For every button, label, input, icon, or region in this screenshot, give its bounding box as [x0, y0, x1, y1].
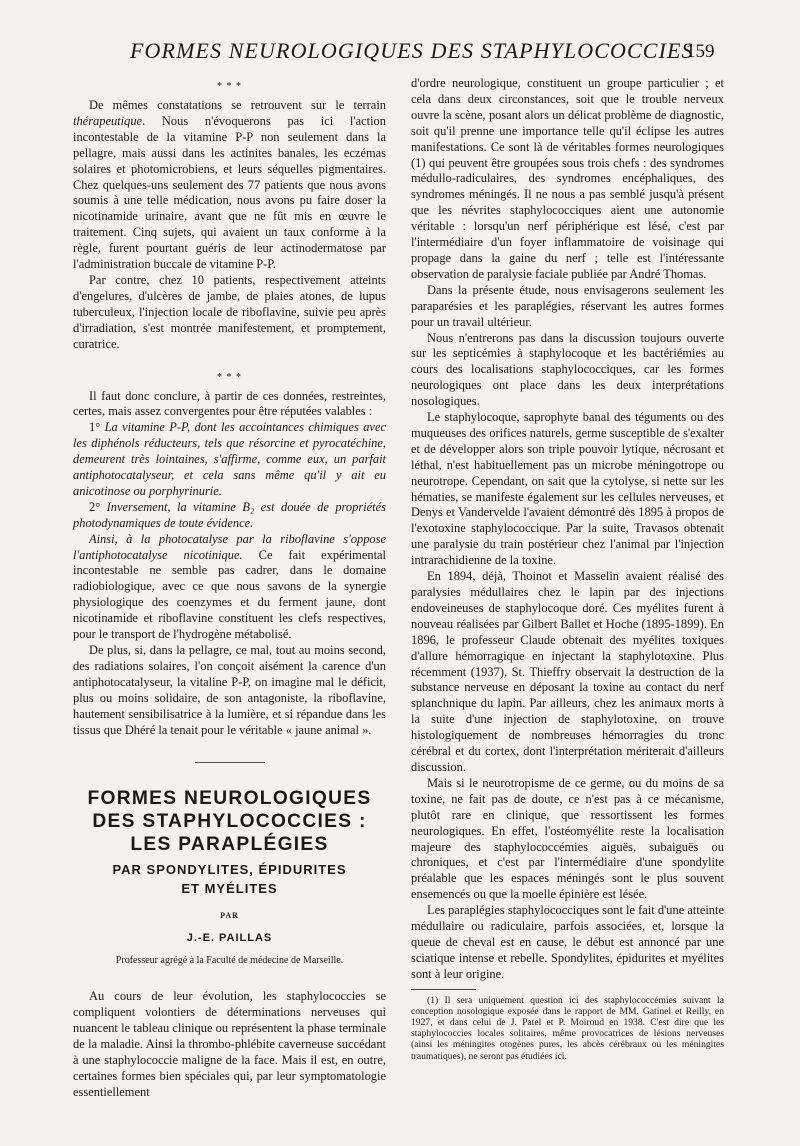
- paragraph-conclusion: Il faut donc conclure, à partir de ces données, restreintes, certes, mais assez convergentes pour être réputées valables :: [73, 388, 386, 419]
- subtitle-line: PAR SPONDYLITES, ÉPIDURITES: [112, 862, 347, 878]
- article-title: [73, 787, 386, 856]
- title-line: LES PARAPLÉGIES: [130, 834, 329, 856]
- paragraph-septicemies: Nous n'entrerons pas dans la discussion toujours ouverte sur les septicémies à staphylocoque et les bactériémies au cours des localisations staphylococciques, car les formes neurologiques ont place dans les deux interprétations nosologiques.: [411, 330, 724, 409]
- footnote-text: Il sera uniquement question ici des staphylococcémies suivant la conception nosologique exposée dans le rapport de MM. Gatinel et Reilly, en 1927, et dans celui de J. Patel et P. Moiroud en 1938. C'est dire que les staphylococcies locales solitaires, même provocatrices de lésions nerveuses (ainsi les méningites otogènes pures, les abcès cérébraux ou les méningites traumatiques), ne seront pas étudiées ici.: [411, 994, 724, 1062]
- text-run: . Nous n'évoquerons pas ici l'action incontestable de la vitamine P-P non seulement dans la pellagre, mais aussi dans les actinites banales, les eczémas solaires et photomicrobiens, et leurs séquelles pigmentaires. Chez quelques-uns seulement des 77 patients que nous avons soumis à une telle médication, nous avons pu faire doser la nicotinamide urinaire, avant que ne fût mis en œuvre le traitement. Cinq sujets, qui avaient un taux conforme à la règle, furent pourtant guéris de leur actinodermatose par l'administration buccale de vitamine P-P.: [73, 113, 386, 272]
- title-line: FORMES NEUROLOGIQUES: [87, 788, 372, 810]
- paragraph-neurotropisme: Mais si le neurotropisme de ce germe, ou du moins de sa toxine, ne fait pas de doute, ce n'est pas à ce mécanisme, plutôt rare en clinique, que ressortissent les formes neurologiques. En effet, l'ostéomyélite reste la localisation majeure des staphylococcémies aiguës, subaiguës ou chroniques, et c'est par l'intermédiaire d'une spondylite préalable que les espaces méningés sont le plus souvent ensemencés ou que la moelle épinière est lésée.: [411, 775, 724, 902]
- item-text: Inversement, la vitamine B₂ est douée de propriétés photodynamiques de toute évidence.: [73, 499, 386, 530]
- section-ornament: * * *: [217, 81, 242, 92]
- paragraph-continuation: d'ordre neurologique, constituent un groupe particulier ; et cela dans deux circonstances, soit que le trouble nerveux ouvre la scène, posant alors un délicat problème de diagnostic, soit qu'il prenne une importance telle qu'il éclipse les autres manifestations. Ce sont là de véritables formes neurologiques (1) qui peuvent être groupées sous trois chefs : des syndromes médullo-radiculaires, des syndromes encéphaliques, des syndromes méningés. Il ne nous a pas semblé jusqu'à présent que les névrites staphylococciques aient une autonomie véritable : lorsqu'un nerf périphérique est lésé, c'est par l'intermédiaire d'un foyer inflammatoire de voisinage qui propage dans la gaine du nerf ; telle est l'intéressante observation de paralysie faciale publiée par André Thomas.: [411, 76, 724, 281]
- author-name: J.-E. PAILLAS: [186, 932, 273, 945]
- paragraph-historique: En 1894, déjà, Thoinot et Masselin avaient réalisé des paralysies médullaires chez le lapin par des injections endoveineuses de staphylocoque doré. Ces myélites furent à nouveau réalisées par Gilbert Ballet et Hoche (1895-1899). En 1896, le professeur Claude obtenait des myélites toxiques d'allure hémorragique en injectant la staphylotoxine. Plus récemment (1937), St. Thieffry observait la destruction de la substance nerveuse en déposant la toxine au contact du nerf splanchnique du lapin. Par ailleurs, chez les animaux morts à la suite d'une injection de staphylotoxine, on trouve histologiquement de nombreuses hémorragies du tronc cérébral et du cortex, dont l'interprétation mériterait d'ailleurs discussion.: [411, 569, 724, 774]
- text-run: De mêmes constatations se retrouvent sur le terrain: [89, 98, 386, 112]
- paragraph-antiphotocatalyse: [73, 532, 386, 643]
- byline-par: PAR: [220, 911, 239, 921]
- paragraph-pellagre: De plus, si, dans la pellagre, ce mal, tout au moins second, des radiations solaires, l'on conçoit aisément la carence d'un antiphotocatalyseur, la vitaline P-P, on imagine mal le déficit, plus ou moins solidaire, de son antagoniste, la riboflavine, hautement sensibilisatrice à la lumière, et si répandue dans les tissus que Dhéré la tenait pour le véritable « jaune animal ».: [73, 643, 386, 737]
- running-title: FORMES NEUROLOGIQUES DES STAPHYLOCOCCIES: [130, 38, 694, 63]
- right-column: [411, 76, 724, 1062]
- item-number: 1°: [89, 420, 105, 435]
- paragraph-introduction: Au cours de leur évolution, les staphylococcies se compliquent volontiers de déterminations nerveuses qui nuancent le tableau clinique ou représentent la phase terminale de la maladie. Ainsi la thrombo-phlébite caverneuse succédant à une staphylococcie maligne de la face. Mais il est, en outre, certaines formes bien spéciales qui, par leur symptomatologie essentiellement: [73, 989, 386, 1099]
- article-subtitle: [73, 860, 386, 898]
- footnote: [411, 995, 724, 1062]
- footnote-divider: [411, 989, 476, 990]
- paragraph-paraplegies: Les paraplégies staphylococciques sont le fait d'une atteinte médullaire ou radiculaire, parfois associées, et, lorsque la queue de cheval est en cause, le début est annoncé par une sciatique intense et rebelle. Spondylites, épidurites et myélites sont à leur origine.: [411, 903, 724, 981]
- running-header: [0, 38, 800, 72]
- italic-term: thérapeutique: [73, 113, 143, 128]
- title-line: DES STAPHYLOCOCCIES :: [92, 811, 367, 833]
- conclusion-item-1: [73, 420, 386, 500]
- section-divider: [195, 762, 265, 763]
- section-ornament: * * *: [217, 371, 242, 383]
- conclusion-item-2: [73, 500, 386, 532]
- footnote-marker: (1): [427, 994, 445, 1006]
- page-number: 159: [686, 41, 715, 62]
- italic-statement: Ainsi, à la photocatalyse par la riboflavine s'oppose l'antiphotocatalyse nicotinique.: [73, 531, 386, 562]
- author-affiliation: Professeur agrégé à la Faculté de médecine de Marseille.: [115, 955, 344, 967]
- paragraph-riboflavine: Par contre, chez 10 patients, respectivement atteints d'engelures, d'ulcères de jambe, de plaies atones, de lupus tuberculeux, l'injection locale de riboflavine, suivie peu après d'irradiation, s'est montrée manifestement, et promptement, curatrice.: [73, 272, 386, 351]
- item-text: La vitamine P-P, dont les accointances chimiques avec les diphénols réducteurs, tels que résorcine et pyrocatéchine, demeurent très lointaines, s'affirme, comme eux, un parfait antiphotocatalyseur, et cela sans même qu'il y ait eu anicotinose ou porphyrinurie.: [73, 420, 386, 498]
- text-run: Ce fait expérimental incontestable ne semble pas cadrer, dans le domaine radiobiologique, avec ce que nous savons de la synergie physiologique des coenzymes et du ferment jaune, dont nicotinamide et riboflavine constituent les clefs respectives, pour le transport de l'hydrogène métabolisé.: [73, 547, 386, 642]
- paragraph-scope: Dans la présente étude, nous envisagerons seulement les paraparésies et les paraplégies, réservant les autres formes pour un travail ultérieur.: [411, 282, 724, 329]
- left-column: [73, 76, 386, 1101]
- subtitle-line: ET MYÉLITES: [181, 881, 278, 897]
- paragraph-staphylocoque: Le staphylocoque, saprophyte banal des téguments ou des muqueuses des orifices naturels, germe susceptible de s'exalter et de développer alors son triple pouvoir lytique, nécrosant et léthal, n'est habituellement pas un microbe méningotrope ou neurotrope. Cependant, on sait que la cytolyse, si nette sur les hématies, se manifeste également sur les cellules nerveuses, et Denys et Vandervelde l'avaient démontré dès 1895 à propos de l'exotoxine staphylococcique. Par la suite, Travasos obtenait une paralysie du train postérieur chez l'animal par l'injection intrarachidienne de la toxine.: [411, 410, 724, 568]
- item-number: 2°: [89, 499, 107, 514]
- paragraph-therapeutique: [73, 98, 386, 273]
